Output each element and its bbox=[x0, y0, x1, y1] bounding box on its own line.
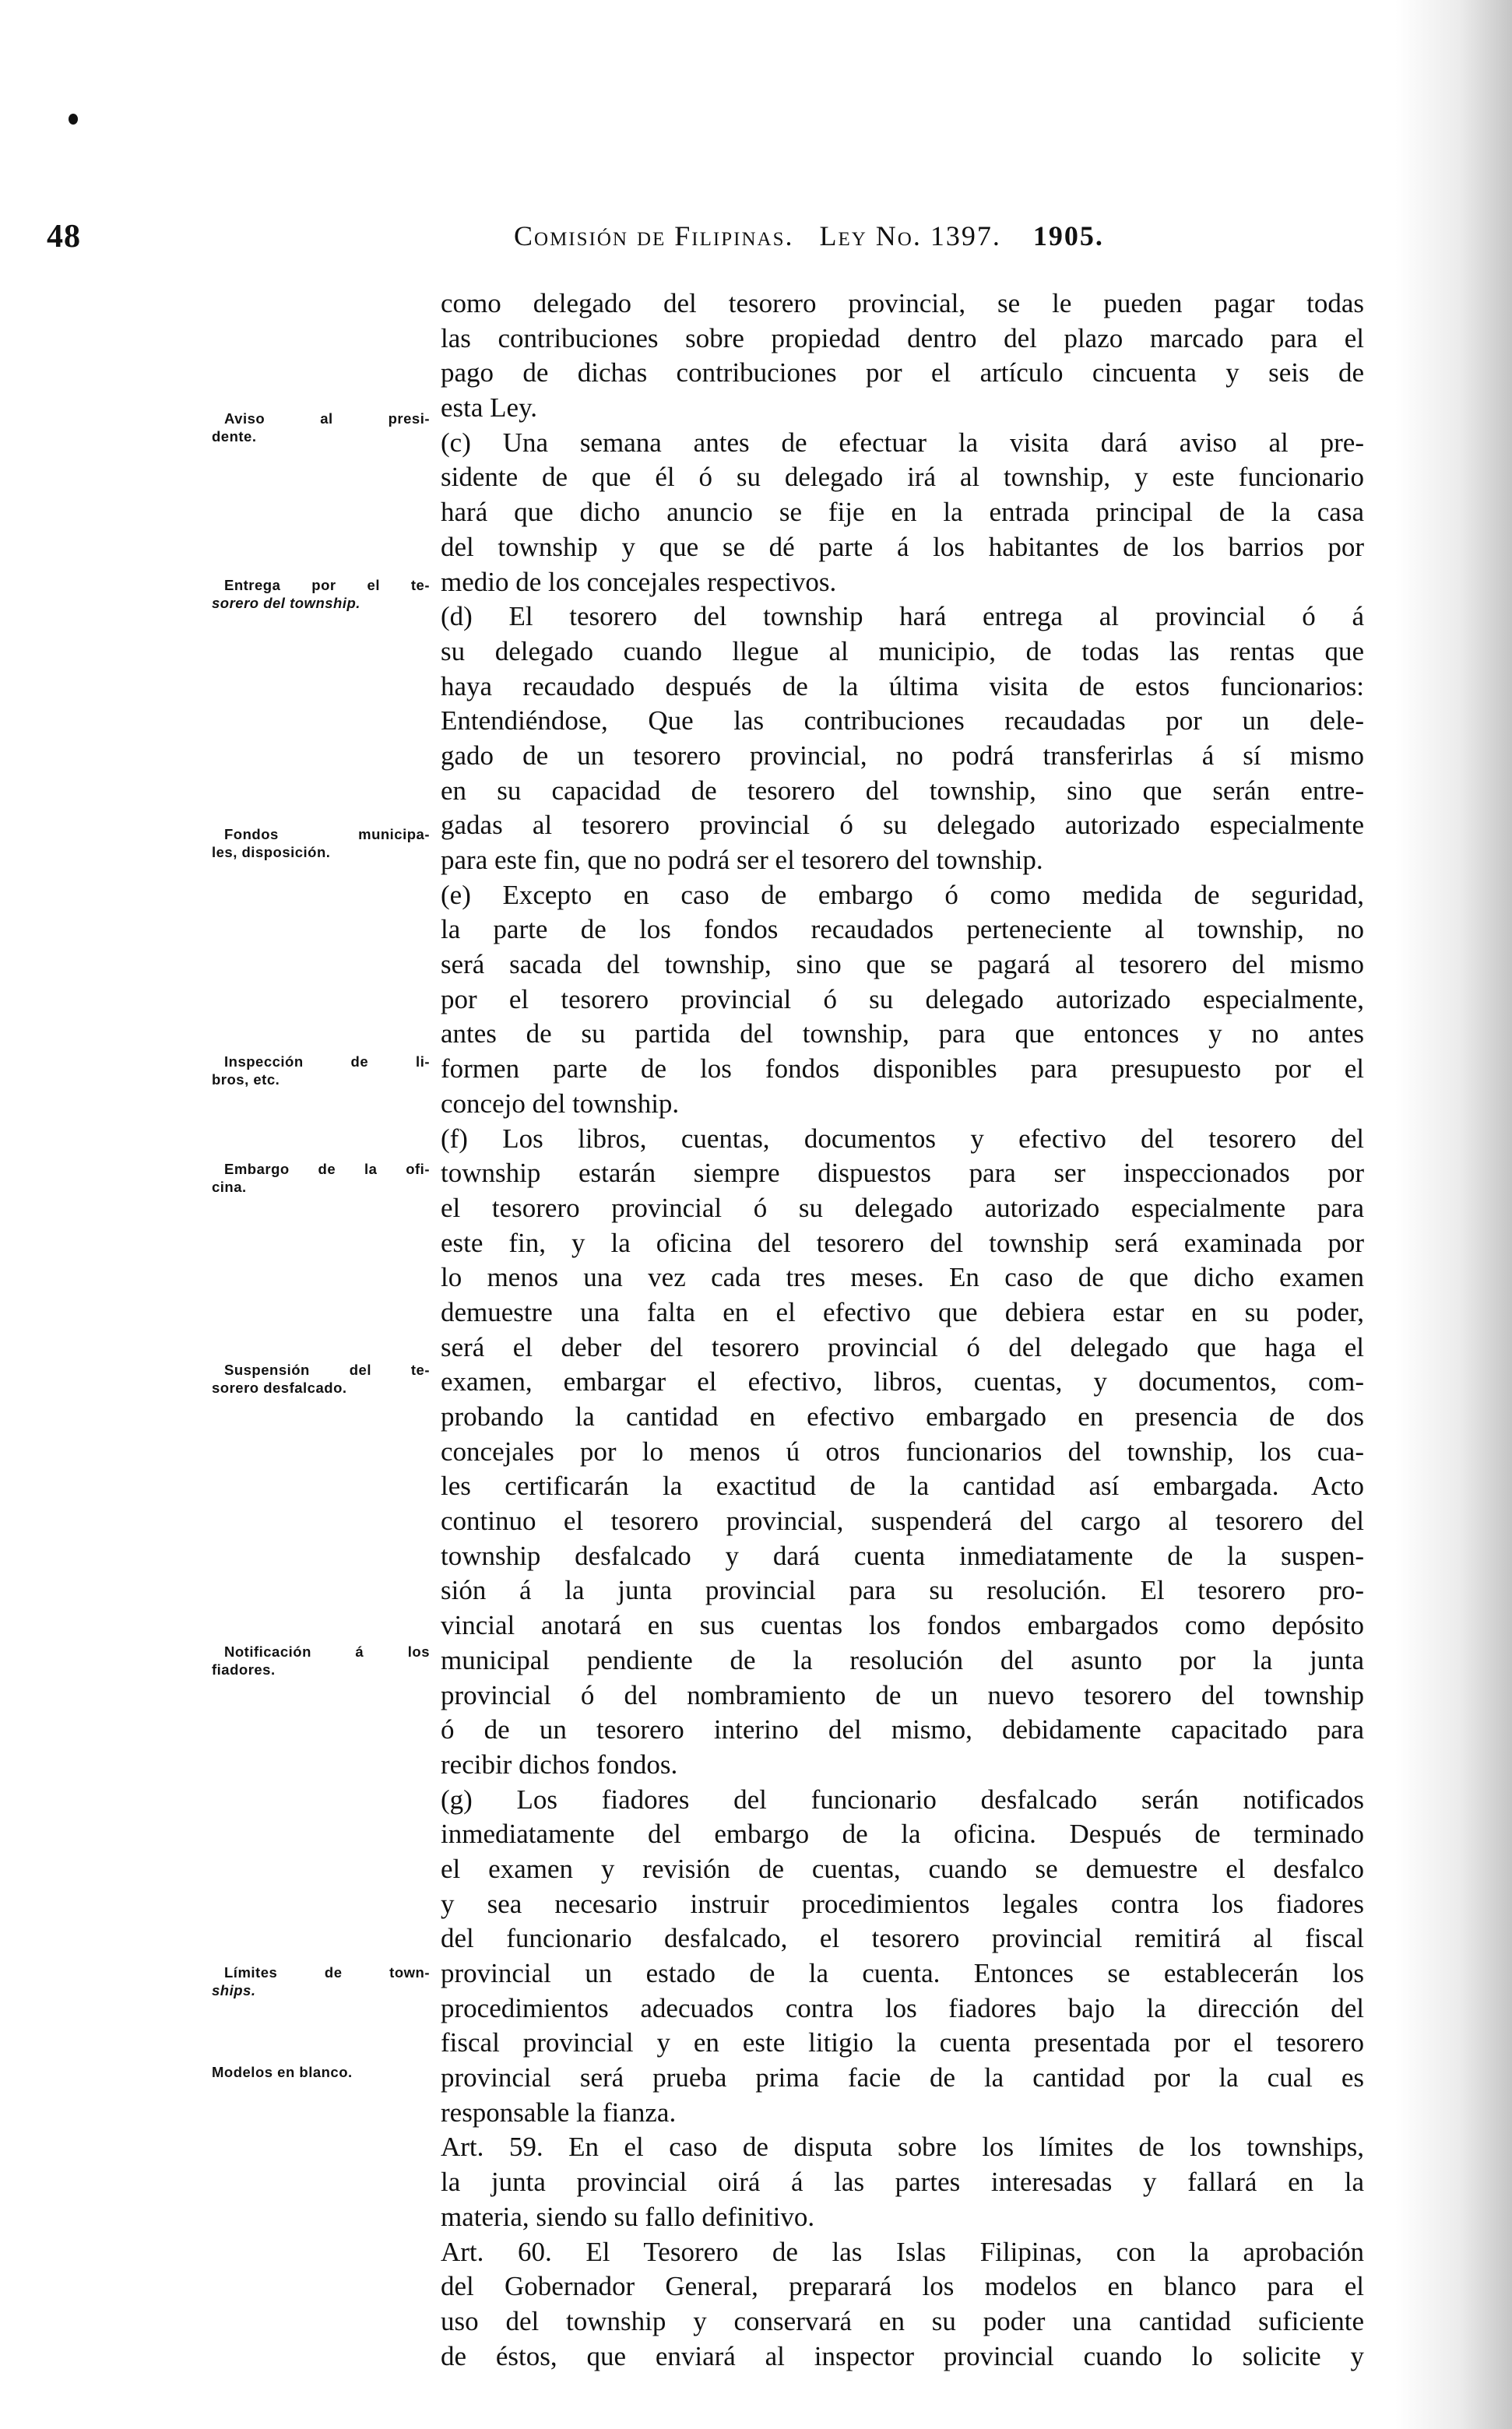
text-line: para este fin, que no podrá ser el tesorero del township. bbox=[441, 845, 1043, 875]
text-line: del funcionario desfalcado, el tesorero provincial remitirá al fiscal bbox=[441, 1923, 1364, 1954]
sidenote-suspension: Suspensión del te- sorero desfalcado. bbox=[212, 1362, 430, 1396]
sidenote-entrega: Entrega por el te- sorero del township. bbox=[212, 577, 430, 611]
text-line: fiscal provincial y en este litigio la cuenta presentada por el tesorero bbox=[441, 2027, 1364, 2058]
text-line: (f) Los libros, cuentas, documentos y efectivo del tesorero del bbox=[441, 1123, 1364, 1154]
text-line: responsable la fianza. bbox=[441, 2097, 677, 2128]
text-line: ó de un tesorero interino del mismo, debidamente capacitado para bbox=[441, 1714, 1364, 1745]
text-line: esta Ley. bbox=[441, 392, 538, 424]
text-line: sión á la junta provincial para su resolución. El tesorero pro- bbox=[441, 1575, 1364, 1606]
sidenote-fondos: Fondos municipa- les, disposición. bbox=[212, 826, 430, 860]
text-line: la junta provincial oirá á las partes interesadas y fallará en la bbox=[441, 2167, 1364, 2198]
text-line: hará que dicho anuncio se fije en la entrada principal de la casa bbox=[441, 497, 1364, 528]
running-header bbox=[514, 220, 1292, 252]
text-line: del Gobernador General, preparará los modelos en blanco para el bbox=[441, 2271, 1364, 2302]
text-line: este fin, y la oficina del tesorero del township será examinada por bbox=[441, 1227, 1364, 1258]
text-line: de éstos, que enviará al inspector provincial cuando lo solicite y bbox=[441, 2340, 1364, 2371]
text-line: será sacada del township, sino que se pagará al tesorero del mismo bbox=[441, 949, 1364, 980]
text-line: municipal pendiente de la resolución del asunto por la junta bbox=[441, 1644, 1364, 1675]
text-line: del township y que se dé parte á los habitantes de los barrios por bbox=[441, 531, 1364, 562]
text-line: probando la cantidad en efectivo embargado en presencia de dos bbox=[441, 1401, 1364, 1432]
text-line: la parte de los fondos recaudados perteneciente al township, no bbox=[441, 914, 1364, 945]
text-line: en su capacidad de tesorero del township, sino que serán entre- bbox=[441, 775, 1364, 806]
text-line: concejo del township. bbox=[441, 1088, 680, 1119]
text-line: será el deber del tesorero provincial ó del delegado que haga el bbox=[441, 1331, 1364, 1362]
text-line: el tesorero provincial ó su delegado autorizado especialmente para bbox=[441, 1192, 1364, 1223]
text-line: gado de un tesorero provincial, no podrá transferirlas á sí mismo bbox=[441, 740, 1364, 771]
sidenote-limites: Límites de town- ships. bbox=[212, 1964, 430, 1998]
text-line: examen, embargar el efectivo, libros, cuentas, y documentos, com- bbox=[441, 1366, 1364, 1397]
text-line: concejales por lo menos ú otros funcionarios del township, los cua- bbox=[441, 1436, 1364, 1467]
sidenote-embargo: Embargo de la ofi- cina. bbox=[212, 1161, 430, 1195]
text-line: las contribuciones sobre propiedad dentro del plazo marcado para el bbox=[441, 322, 1364, 353]
text-line: haya recaudado después de la última visita de estos funcionarios: bbox=[441, 670, 1364, 701]
sidenote-notificacion: Notificación á los fiadores. bbox=[212, 1643, 430, 1678]
text-line: sidente de que él ó su delegado irá al township, y este funcionario bbox=[441, 462, 1364, 493]
text-line: (e) Excepto en caso de embargo ó como medida de seguridad, bbox=[441, 879, 1364, 910]
text-line: inmediatamente del embargo de la oficina. Después de terminado bbox=[441, 1819, 1364, 1850]
text-line: materia, siendo su fallo definitivo. bbox=[441, 2201, 815, 2232]
text-line: el examen y revisión de cuentas, cuando se demuestre el desfalco bbox=[441, 1853, 1364, 1884]
text-line: formen parte de los fondos disponibles para presupuesto por el bbox=[441, 1053, 1364, 1084]
text-line: vincial anotará en sus cuentas los fondos embargados como depósito bbox=[441, 1610, 1364, 1641]
text-line: Art. 59. En el caso de disputa sobre los límites de los townships, bbox=[441, 2132, 1364, 2163]
text-line: gadas al tesorero provincial ó su delegado autorizado especialmente bbox=[441, 810, 1364, 841]
text-line: provincial ó del nombramiento de un nuevo tesorero del township bbox=[441, 1679, 1364, 1710]
text-line: (d) El tesorero del township hará entrega al provincial ó á bbox=[441, 601, 1364, 632]
header-title: Comisión de Filipinas. bbox=[514, 220, 794, 251]
sidenote-inspeccion: Inspección de li- bros, etc. bbox=[212, 1053, 430, 1088]
text-line: medio de los concejales respectivos. bbox=[441, 566, 837, 597]
text-line: Entendiéndose, Que las contribuciones recaudadas por un dele- bbox=[441, 705, 1364, 736]
text-line: Art. 60. El Tesorero de las Islas Filipinas, con la aprobación bbox=[441, 2236, 1364, 2267]
text-line: lo menos una vez cada tres meses. En caso de que dicho examen bbox=[441, 1262, 1364, 1293]
text-line: demuestre una falta en el efectivo que debiera estar en su poder, bbox=[441, 1296, 1364, 1327]
text-line: como delegado del tesorero provincial, se le pueden pagar todas bbox=[441, 288, 1364, 318]
text-line: provincial un estado de la cuenta. Entonces se establecerán los bbox=[441, 1958, 1364, 1988]
sidenote-modelos: Modelos en blanco. bbox=[212, 2064, 353, 2080]
sidenote-aviso: Aviso al presi- dente. bbox=[212, 410, 430, 445]
text-line: township desfalcado y dará cuenta inmediatamente de la suspen- bbox=[441, 1540, 1364, 1571]
text-line: (g) Los fiadores del funcionario desfalcado serán notificados bbox=[441, 1784, 1364, 1815]
text-line: antes de su partida del township, para que entonces y no antes bbox=[441, 1018, 1364, 1049]
text-line: por el tesorero provincial ó su delegado autorizado especialmente, bbox=[441, 983, 1364, 1014]
text-line: continuo el tesorero provincial, suspenderá del cargo al tesorero del bbox=[441, 1506, 1364, 1537]
page-number: 48 bbox=[47, 219, 81, 255]
text-line: uso del township y conservará en su poder una cantidad suficiente bbox=[441, 2305, 1364, 2336]
header-law: Ley No. 1397. bbox=[819, 220, 1001, 251]
text-line: procedimientos adecuados contra los fiadores bajo la dirección del bbox=[441, 1992, 1364, 2023]
text-line: provincial será prueba prima facie de la cantidad por la cual es bbox=[441, 2062, 1364, 2093]
text-line: township estarán siempre dispuestos para ser inspeccionados por bbox=[441, 1158, 1364, 1189]
text-line: les certificarán la exactitud de la cantidad así embargada. Acto bbox=[441, 1471, 1364, 1502]
text-line: pago de dichas contribuciones por el artículo cincuenta y seis de bbox=[441, 357, 1364, 388]
text-line: (c) Una semana antes de efectuar la visita dará aviso al pre- bbox=[441, 427, 1364, 458]
header-year: 1905. bbox=[1032, 220, 1104, 251]
text-line: recibir dichos fondos. bbox=[441, 1749, 678, 1780]
ink-dot bbox=[69, 114, 78, 125]
text-line: su delegado cuando llegue al municipio, de todas las rentas que bbox=[441, 635, 1364, 666]
body-text bbox=[441, 286, 1364, 2374]
text-line: y sea necesario instruir procedimientos legales contra los fiadores bbox=[441, 1888, 1364, 1919]
scan-shadow bbox=[1395, 0, 1512, 2429]
